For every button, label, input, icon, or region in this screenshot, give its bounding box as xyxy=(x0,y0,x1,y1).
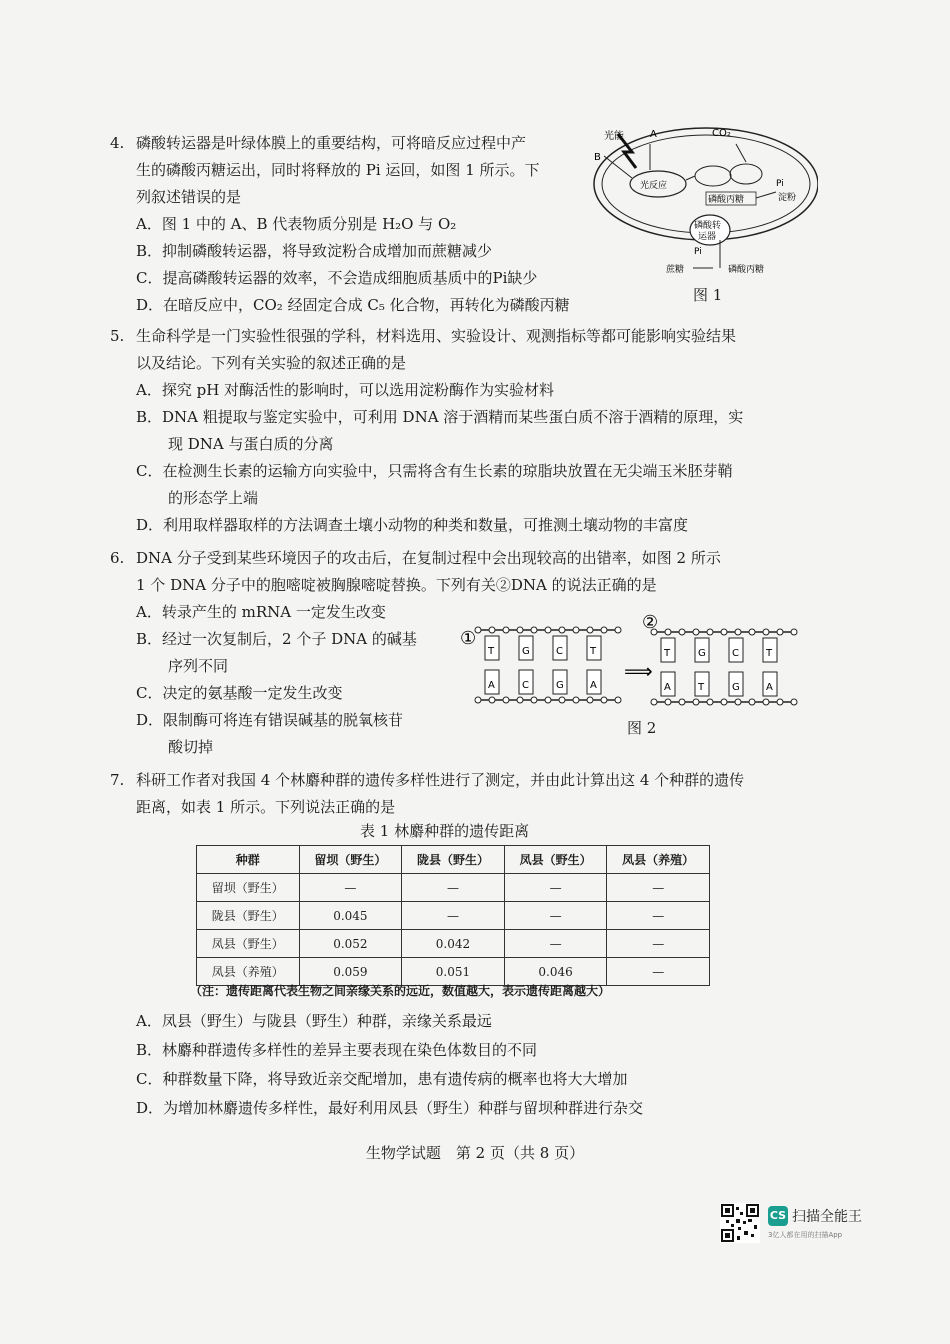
dna-1-phosphate xyxy=(559,627,565,633)
table-cell: — xyxy=(402,902,505,930)
dna-2-phosphate xyxy=(651,699,657,705)
camscanner-logo-icon: CS xyxy=(768,1206,788,1226)
dna-1-phosphate xyxy=(587,627,593,633)
label-light-reaction: 光反应 xyxy=(640,181,668,191)
dna-1-phosphate xyxy=(559,697,565,703)
table-cell: — xyxy=(504,902,607,930)
stem-line: 磷酸转运器是叶绿体膜上的重要结构，可将暗反应过程中产 xyxy=(136,134,527,152)
option-a: A．凤县（野生）与陇县（野生）种群，亲缘关系最远 xyxy=(136,1012,492,1030)
dna-1-phosphate xyxy=(615,697,621,703)
label-starch: 淀粉 xyxy=(778,193,797,203)
dna-2-phosphate xyxy=(707,629,713,635)
option-b: B．林麝种群遗传多样性的差异主要表现在染色体数目的不同 xyxy=(136,1041,538,1059)
table-title: 表 1 林麝种群的遗传距离 xyxy=(360,822,530,840)
option-a: A．转录产生的 mRNA 一定发生改变 xyxy=(136,603,386,621)
question-number: 7. xyxy=(110,771,125,789)
option-d: D．为增加林麝遗传多样性，最好利用凤县（野生）种群与留坝种群进行杂交 xyxy=(136,1099,644,1117)
dna-2-base-bottom: A xyxy=(664,682,671,693)
stem-line: 科研工作者对我国 4 个林麝种群的遗传多样性进行了测定，并由此计算出这 4 个种群的遗传 xyxy=(136,771,745,789)
table-header-cell: 留坝（野生） xyxy=(299,846,402,874)
dna-2-phosphate xyxy=(679,699,685,705)
calvin-cycle-right xyxy=(730,164,762,184)
label-transporter-line-2: 运器 xyxy=(698,232,717,242)
table-cell: — xyxy=(299,874,402,902)
dna-2-phosphate xyxy=(735,629,741,635)
dna-1-phosphate xyxy=(545,627,551,633)
dna-2-phosphate xyxy=(763,699,769,705)
dna-1-phosphate xyxy=(489,697,495,703)
table-cell: — xyxy=(504,930,607,958)
table-header-cell: 凤县（养殖） xyxy=(607,846,710,874)
option-d: D．利用取样器取样的方法调查土壤小动物的种类和数量，可推测土壤动物的丰富度 xyxy=(136,516,689,534)
question-7-options xyxy=(136,1007,643,1123)
figure-2-dna-diagram xyxy=(458,610,808,720)
dna-2-base-top: C xyxy=(732,648,739,659)
dna-1-base-top: C xyxy=(556,646,563,657)
dna-1-phosphate xyxy=(601,697,607,703)
dna-2-base-bottom: T xyxy=(698,682,705,693)
dna-2-base-top: G xyxy=(698,648,706,659)
table-note: （注：遗传距离代表生物之间亲缘关系的远近，数值越大，表示遗传距离越大） xyxy=(190,984,611,998)
option-a: A．图 1 中的 A、B 代表物质分别是 H₂O 与 O₂ xyxy=(136,215,457,233)
dna-1-base-bottom: G xyxy=(556,680,564,691)
table-cell: — xyxy=(607,930,710,958)
option-b-continued: 现 DNA 与蛋白质的分离 xyxy=(168,435,334,453)
dna-1-base-bottom: C xyxy=(522,680,529,691)
co2-arrow xyxy=(736,144,746,162)
question-number: 6. xyxy=(110,549,125,567)
dna-1-phosphate xyxy=(601,627,607,633)
option-b: B．经过一次复制后，2 个子 DNA 的碱基 xyxy=(136,630,417,648)
table-cell: — xyxy=(504,874,607,902)
dna-1-phosphate xyxy=(517,627,523,633)
table-header-cell: 凤县（野生） xyxy=(504,846,607,874)
dna-2-phosphate xyxy=(749,699,755,705)
table-cell: 凤县（养殖） xyxy=(197,958,300,986)
option-d-continued: 酸切掉 xyxy=(168,738,214,756)
table-cell: 0.042 xyxy=(402,930,505,958)
table-cell: 0.059 xyxy=(299,958,402,986)
genetic-distance-table xyxy=(196,845,710,986)
dna-2-phosphate xyxy=(693,699,699,705)
table-row xyxy=(197,902,710,930)
camscanner-tagline: 3亿人都在用的扫描App xyxy=(768,1231,843,1239)
figure-1-chloroplast-diagram xyxy=(588,122,818,277)
dna-2-phosphate xyxy=(721,699,727,705)
label-a: A xyxy=(650,129,657,140)
dna-2-phosphate xyxy=(679,629,685,635)
table-header-row xyxy=(197,846,710,874)
dna-2-phosphate xyxy=(707,699,713,705)
reaction-arrow xyxy=(686,176,695,180)
label-co2: CO₂ xyxy=(712,128,731,139)
camscanner-name: 扫描全能王 xyxy=(792,1209,862,1225)
dna-1-base-top: G xyxy=(522,646,530,657)
option-c: C．提高磷酸转运器的效率，不会造成细胞质基质中的Pi缺少 xyxy=(136,269,538,287)
table-header-cell: 陇县（野生） xyxy=(402,846,505,874)
label-pi-2: Pi xyxy=(694,247,702,257)
table-row xyxy=(197,930,710,958)
table-cell: 陇县（野生） xyxy=(197,902,300,930)
dna-2-base-top: T xyxy=(664,648,671,659)
dna-2-phosphate xyxy=(791,629,797,635)
mutation-arrow-icon: ⟹ xyxy=(624,659,653,683)
calvin-cycle-left xyxy=(695,166,731,186)
dna-2-phosphate xyxy=(791,699,797,705)
figure-1-caption: 图 1 xyxy=(693,286,723,304)
question-5 xyxy=(110,323,810,539)
label-triose: 磷酸丙糖 xyxy=(708,195,745,205)
stem-line: 列叙述错误的是 xyxy=(136,188,242,206)
stem-line: 1 个 DNA 分子中的胞嘧啶被胸腺嘧啶替换。下列有关②DNA 的说法正确的是 xyxy=(136,576,657,594)
stem-line: 生命科学是一门实验性很强的学科，材料选用、实验设计、观测指标等都可能影响实验结果 xyxy=(136,327,737,345)
dna-1-phosphate xyxy=(587,697,593,703)
dna-2-base-bottom: G xyxy=(732,682,740,693)
question-4 xyxy=(110,130,600,319)
dna-2-phosphate xyxy=(693,629,699,635)
table-cell: 0.046 xyxy=(504,958,607,986)
dna-1-phosphate xyxy=(531,697,537,703)
dna-1-phosphate xyxy=(573,697,579,703)
table-cell: — xyxy=(402,874,505,902)
table-cell: 0.051 xyxy=(402,958,505,986)
table-cell: 0.045 xyxy=(299,902,402,930)
option-c-continued: 的形态学上端 xyxy=(168,489,259,507)
table-cell: — xyxy=(607,902,710,930)
dna-1-phosphate xyxy=(531,627,537,633)
dna-2-phosphate xyxy=(777,629,783,635)
dna-2-label: ② xyxy=(642,612,659,633)
option-c: C．决定的氨基酸一定发生改变 xyxy=(136,684,343,702)
dna-2-phosphate xyxy=(665,629,671,635)
dna-2-phosphate xyxy=(665,699,671,705)
dna-1-base-top: T xyxy=(590,646,597,657)
table-cell: 0.052 xyxy=(299,930,402,958)
question-number: 4. xyxy=(110,134,125,152)
dna-1-phosphate xyxy=(573,627,579,633)
dna-2-base-bottom: A xyxy=(766,682,773,693)
dna-2-phosphate xyxy=(763,629,769,635)
camscanner-watermark xyxy=(720,1203,870,1245)
label-light: 光能 xyxy=(604,131,624,142)
option-a: A．探究 pH 对酶活性的影响时，可以选用淀粉酶作为实验材料 xyxy=(136,381,555,399)
dna-1-phosphate xyxy=(503,697,509,703)
dna-2-phosphate xyxy=(721,629,727,635)
qr-code-icon xyxy=(720,1203,760,1243)
stem-line: 以及结论。下列有关实验的叙述正确的是 xyxy=(136,354,407,372)
label-pi-1: Pi xyxy=(776,179,784,189)
dna-1-base-top: T xyxy=(488,646,495,657)
dna-1-phosphate xyxy=(489,627,495,633)
table-row xyxy=(197,874,710,902)
question-7 xyxy=(110,767,810,821)
dna-2-phosphate xyxy=(749,629,755,635)
label-triose-2: 磷酸丙糖 xyxy=(728,265,765,275)
dna-2-phosphate xyxy=(777,699,783,705)
dna-1-base-bottom: A xyxy=(488,680,495,691)
option-d: D．限制酶可将连有错误碱基的脱氧核苷 xyxy=(136,711,404,729)
dna-1-phosphate xyxy=(545,697,551,703)
option-c: C．种群数量下降，将导致近亲交配增加，患有遗传病的概率也将大大增加 xyxy=(136,1070,628,1088)
option-d: D．在暗反应中，CO₂ 经固定合成 C₅ 化合物，再转化为磷酸丙糖 xyxy=(136,296,570,314)
stem-line: DNA 分子受到某些环境因子的攻击后，在复制过程中会出现较高的出错率，如图 2 所示 xyxy=(136,549,721,567)
stem-line: 距离，如表 1 所示。下列说法正确的是 xyxy=(136,798,396,816)
table-cell: 凤县（野生） xyxy=(197,930,300,958)
dna-1-label: ① xyxy=(460,628,477,649)
label-b: B xyxy=(594,152,601,163)
figure-2-caption: 图 2 xyxy=(627,719,657,737)
table-cell: — xyxy=(607,958,710,986)
label-sucrose: 蔗糖 xyxy=(666,265,685,275)
question-number: 5. xyxy=(110,327,125,345)
dna-2-base-top: T xyxy=(766,648,773,659)
starch-arrow xyxy=(756,192,776,198)
table-cell: — xyxy=(607,874,710,902)
stem-line: 生的磷酸丙糖运出，同时将释放的 Pi 运回，如图 1 所示。下 xyxy=(136,161,540,179)
dna-1-base-bottom: A xyxy=(590,680,597,691)
table-header-cell: 种群 xyxy=(197,846,300,874)
option-c: C．在检测生长素的运输方向实验中，只需将含有生长素的琼脂块放置在无尖端玉米胚芽鞘 xyxy=(136,462,733,480)
dna-2-phosphate xyxy=(735,699,741,705)
dna-1-phosphate xyxy=(615,627,621,633)
option-b-continued: 序列不同 xyxy=(168,657,229,675)
dna-1-phosphate xyxy=(517,697,523,703)
option-b: B．抑制磷酸转运器，将导致淀粉合成增加而蔗糖减少 xyxy=(136,242,493,260)
label-transporter-line-1: 磷酸转 xyxy=(694,221,722,231)
dna-1-phosphate xyxy=(503,627,509,633)
table-cell: 留坝（野生） xyxy=(197,874,300,902)
page-footer: 生物学试题 第 2 页（共 8 页） xyxy=(365,1144,585,1162)
dna-1-phosphate xyxy=(475,697,481,703)
option-b: B．DNA 粗提取与鉴定实验中，可利用 DNA 溶于酒精而某些蛋白质不溶于酒精的原理，实 xyxy=(136,408,744,426)
